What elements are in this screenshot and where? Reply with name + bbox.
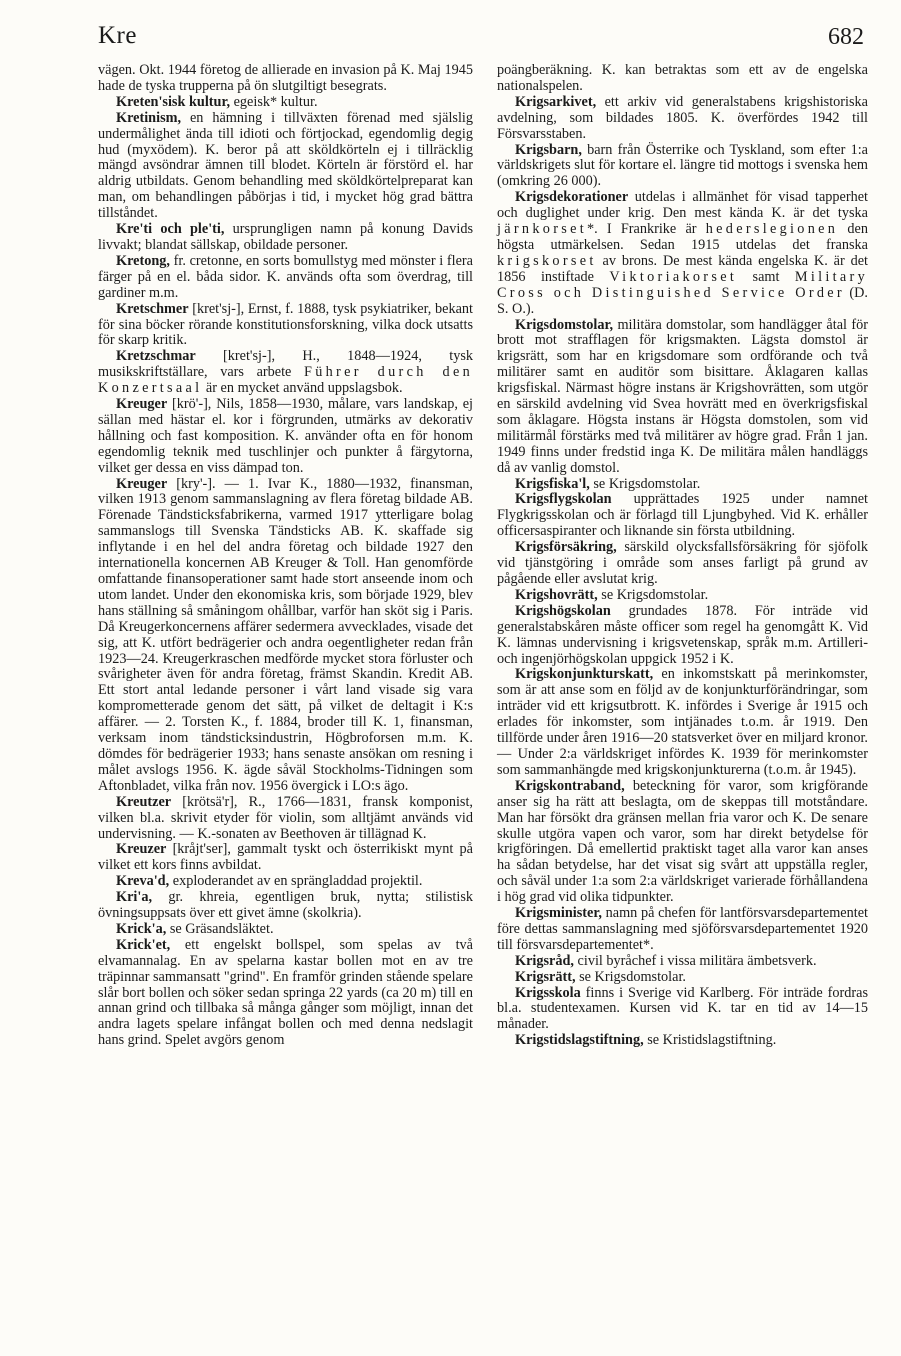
headword: Kretschmer xyxy=(116,300,189,317)
headword: Kreten'sisk kultur, xyxy=(116,93,231,110)
headword: Krigsfiska'l, xyxy=(515,475,590,492)
headword: Krigsförsäkring, xyxy=(515,539,617,556)
entry: Kri'a, gr. khreia, egentligen bruk, nytta; stilistisk övningsuppsats över ett givet ämne (skolkria). xyxy=(98,889,473,922)
entry: Krick'a, se Gräsandsläktet. xyxy=(116,920,274,937)
headword: Krigstidslagstiftning, xyxy=(515,1032,644,1049)
spaced-term: Viktoriakorset xyxy=(609,268,738,285)
entry: Krigsdekorationer utdelas i allmänhet för visad tapperhet och duglighet under krig. Den mest kända K. är det tyska järnkorset*. I Frankrike är hederslegionen den högsta utmärkelsen. Sedan 1915 utdelas det franska krigskorset av brons. De mest kända engelska K. är det 1856 instiftade Viktoriakorset samt Military Cross och Distinguished Service Order (D. S. O.). xyxy=(497,189,869,317)
headword: Krick'et, xyxy=(116,936,171,953)
headword: Krigshögskolan xyxy=(515,602,611,619)
entry: Kreuger [kry'-]. — 1. Ivar K., 1880—1932, finansman, vilken 1913 genom sammanslagning av flera företag bildade AB. Förenade Tändsticksfabrikerna, varmed 1917 ytterligare bolag sammanslogs till Svenska Tändsticks AB. K. skaffade sig inflytande i en hel del andra företag och bildade 1927 den internationella koncernen AB Kreuger & Toll. Han genomförde omfattande finansoperationer samt hade stort anseende inom och utom landet. Under den ekonomiska kris, som började 1929, blev hans ställning så småningom ohållbar, varför han sköt sig i Paris. Då Kreugerkoncernens affärer sedermera avvecklades, visade det sig, att K. utfört bedrägerier och andra oegentligheter redan från 1923—24. Kreugerkraschen medförde mycket stora förluster och svårigheter även för andra företag, främst Skandin. Kredit AB. Ett stort antal ledande personer i vårt land visade sig vara komprometterade genom det sätt, på vilket de deltagit i K:s affärer. — 2. Torsten K., f. 1884, broder till K. 1, finansman, verksam inom tändsticksindustrin, Högbroforsen m.m. K. dömdes för bedrägerier 1933; hans senaste ansökan om resning i målet avslogs 1956. K. ägde såväl Stockholms-Tidningen som Aftonbladet, vilka från nov. 1956 övergick i LO:s ägo. xyxy=(98,475,473,794)
headword: Kreuger xyxy=(116,475,168,492)
headword: Kre'ti och ple'ti, xyxy=(116,221,225,238)
entry: Kretong, fr. cretonne, en sorts bomullstyg med mönster i flera färger på en el. båda sidor. K. används ofta som överdrag, till gardiner m.m. xyxy=(98,252,473,301)
entry: Krigsrätt, se Krigsdomstolar. xyxy=(515,968,686,985)
entry: Kre'ti och ple'ti, ursprungligen namn på konung Davids livvakt; blandat sällskap, obildade personer. xyxy=(98,221,474,253)
headword: Krigsflygskolan xyxy=(515,491,612,508)
headword: Krigskonjunkturskatt, xyxy=(515,666,654,683)
entry: Krigsskola finns i Sverige vid Karlberg. För inträde fordras bl.a. studentexamen. Kursen vid K. tar en tid av 14—15 månader. xyxy=(497,984,868,1033)
entry: Krigskonjunkturskatt, en inkomstskatt på merinkomster, som är att anse som en följd av de konjunkturförändringar, som inträder vid ett krigsutbrott. K. infördes i Sverige år 1915 och erlades för inkomster, som intjänades t.o.m. år 1919. Den tillförde under åren 1916—20 statsverket över en miljard kronor. — Under 2:a världskriget infördes K. 1939 för merinkomster som sammanhängde med krigskonjunkturerna (t.o.m. år 1945). xyxy=(497,666,868,778)
entry: Krigsdomstolar, militära domstolar, som handlägger åtal för brott mot strafflagen för krigsmakten. Lägsta domstol är krigsrätt, som har en krigsdomare som ordförande och två militärer samt en auditör som bisittare. Åklagaren kallas krigsfiskal. Närmast högre instans är Krigshovrätten, som utgör en särskild avdelning vid Svea hovrätt med en överkrigsfiskal som åklagare. Högsta instans är Högsta domstolen, som vid militärmål förstärks med två militärer av högre grad. Från 1 jan. 1949 finns under fredstid inga K. De militära målen handläggs då av vanlig domstol. xyxy=(497,316,868,476)
headword: Kreutzer xyxy=(116,793,172,810)
headword: Kretong, xyxy=(116,252,170,269)
entry: Kretinism, en hämning i tillväxten förenad med själslig undermålighet ända till idioti och förtjockad, egendomlig degig hud (myxödem). K. beror på att sköldkörteln ej i tillräcklig mängd avsöndrar ämnen till blodet. Körteln är förstörd el. har aldrig utbildats. Genom behandling med sköldkörtelpreparat kan man, om behandlingen påbörjas i tid, i mycket hög grad bättra tillståndet. xyxy=(98,109,473,222)
entry: Krigsförsäkring, särskild olycksfallsförsäkring för sjöfolk vid tjänstgöring i område som anses farligt på grund av pågående eller avslutat krig. xyxy=(497,539,868,587)
headword: Kretinism, xyxy=(116,109,182,126)
entry: vägen. Okt. 1944 företog de allierade en invasion på K. Maj 1945 hade de tyska trupperna på ön slutgiltigt besegrats. xyxy=(98,62,473,94)
entry: Krigsminister, namn på chefen för lantförsvarsdepartementet före dettas sammanslagning med sjöförsvarsdepartementet 1920 till försvarsdepartementet*. xyxy=(497,905,868,953)
entry: Kretzschmar [kret'sj-], H., 1848—1924, tysk musikskriftställare, vars arbete Führer durch den Konzertsaal är en mycket använd uppslagsbok. xyxy=(98,348,474,397)
headword: Krigsbarn, xyxy=(515,141,582,158)
entry: Kreten'sisk kultur, egeisk* kultur. xyxy=(116,93,318,110)
headword: Kreva'd, xyxy=(116,873,170,890)
page-number: 682 xyxy=(828,24,864,50)
entry: Krigshögskolan grundades 1878. För inträde vid generalstabskåren måste officer som regel ha genomgått K. Vid K. lämnas undervisning i krigsvetenskap, språk m.m. Artilleri- och ingenjörhögskolan uppgick 1952 i K. xyxy=(497,602,868,667)
headword: Kretzschmar xyxy=(116,348,196,365)
headword: Krigsskola xyxy=(515,984,581,1001)
headword: Krigshovrätt, xyxy=(515,586,598,603)
headword: Krigsdomstolar, xyxy=(515,316,614,333)
entry: Kreuzer [kråjt'ser], gammalt tyskt och österrikiskt mynt på vilket ett kors finns avbildat. xyxy=(98,841,473,874)
entry: Krigskontraband, beteckning för varor, som krigförande anser sig ha rätt att beslagta, om de skeppas till motståndare. Man har försökt dra gränsen mellan fria varor och K. De senare skulle utgöra vapen och varor, som har direkt betydelse för krigföringen. Då emellertid praktiskt taget alla varor kan anses ha sådan betydelse, har det visat sig svårt att uppställa regler, och såväl under 1:a som 2:a världskriget varierade förhållandena i hög grad vid olika tidpunkter. xyxy=(497,777,868,906)
entry: Krigsbarn, barn från Österrike och Tyskland, som efter 1:a världskrigets slut för kortare el. längre tid mottogs i svenska hem (omkring 26 000). xyxy=(497,141,868,190)
entry: Krick'et, ett engelskt bollspel, som spelas av två elvamannalag. En av spelarna kastar bollen mot en av tre träpinnar sammansatt "grind". En framför grinden stående spelare slår bort bollen och söker sedan springa 22 yards (ca 20 m) till en annan grind och tillbaka så många gånger som möjligt, innan det andra lagets spelare infångat bollen och med denna nedslagit hans grind. Spelet avgörs genom xyxy=(98,936,473,1049)
spaced-title: Führer durch den Konzertsaal xyxy=(98,364,474,397)
entry: Krigsråd, civil byråchef i vissa militära ämbetsverk. xyxy=(515,952,817,969)
entry: Krigsfiska'l, se Krigsdomstolar. xyxy=(515,475,701,492)
right-column xyxy=(497,63,868,1049)
headword: Kreuger xyxy=(116,396,168,413)
headword: Krick'a, xyxy=(116,920,167,937)
entry: Krigsflygskolan upprättades 1925 under namnet Flygkrigsskolan och är förlagd till Ljungbyhed. Vid K. erhåller officersaspiranter och liknande sin första utbildning. xyxy=(497,491,868,540)
headword: Kreuzer xyxy=(116,841,167,858)
spaced-term: järnkorset xyxy=(497,221,587,238)
entry: Krigsarkivet, ett arkiv vid generalstabens krigshistoriska avdelning, som bildades 1805. K. överfördes 1942 till Försvarsstaben. xyxy=(497,93,868,142)
entry: Kretschmer [kret'sj-], Ernst, f. 1888, tysk psykiatriker, bekant för sina böcker rörande konstitutionsforskning, vilka dock utsatts för skarp kritik. xyxy=(98,300,473,349)
headword: Krigsminister, xyxy=(515,905,602,922)
headword: Kri'a, xyxy=(116,889,153,906)
spaced-term: Military Cross och Distinguished Service Order xyxy=(497,268,869,301)
running-header-keyword: Kre xyxy=(98,22,137,49)
headword: Krigsrätt, xyxy=(515,968,576,985)
entry: Kreutzer [krötsä'r], R., 1766—1831, fransk komponist, vilken bl.a. skrivit etyder för violin, som alltjämt används vid undervisning. — K.-sonaten av Beethoven är tillägnad K. xyxy=(98,793,473,842)
entry: Krigshovrätt, se Krigsdomstolar. xyxy=(515,586,709,603)
entry: Kreuger [krö'-], Nils, 1858—1930, målare, vars landskap, ej sällan med hästar el. kor i förgrunden, utmärks av dekorativ hållning och fast komposition. K. använder ofta en för honom egendomlig teknik med tuschlinjer och punkter å färgytorna, vilket ger dessa en viss dämpad ton. xyxy=(98,396,473,476)
headword: Krigsarkivet, xyxy=(515,93,597,110)
headword: Krigsdekorationer xyxy=(515,189,629,206)
spaced-term: krigskorset xyxy=(497,252,597,269)
headword: Krigskontraband, xyxy=(515,777,625,794)
spaced-term: hederslegionen xyxy=(705,221,839,238)
entry: Kreva'd, exploderandet av en sprängladdad projektil. xyxy=(116,873,423,890)
entry: Krigstidslagstiftning, se Kristidslagstiftning. xyxy=(515,1032,777,1049)
headword: Krigsråd, xyxy=(515,952,574,969)
left-column xyxy=(98,63,473,1049)
entry: poängberäkning. K. kan betraktas som ett av de engelska nationalspelen. xyxy=(497,62,868,94)
